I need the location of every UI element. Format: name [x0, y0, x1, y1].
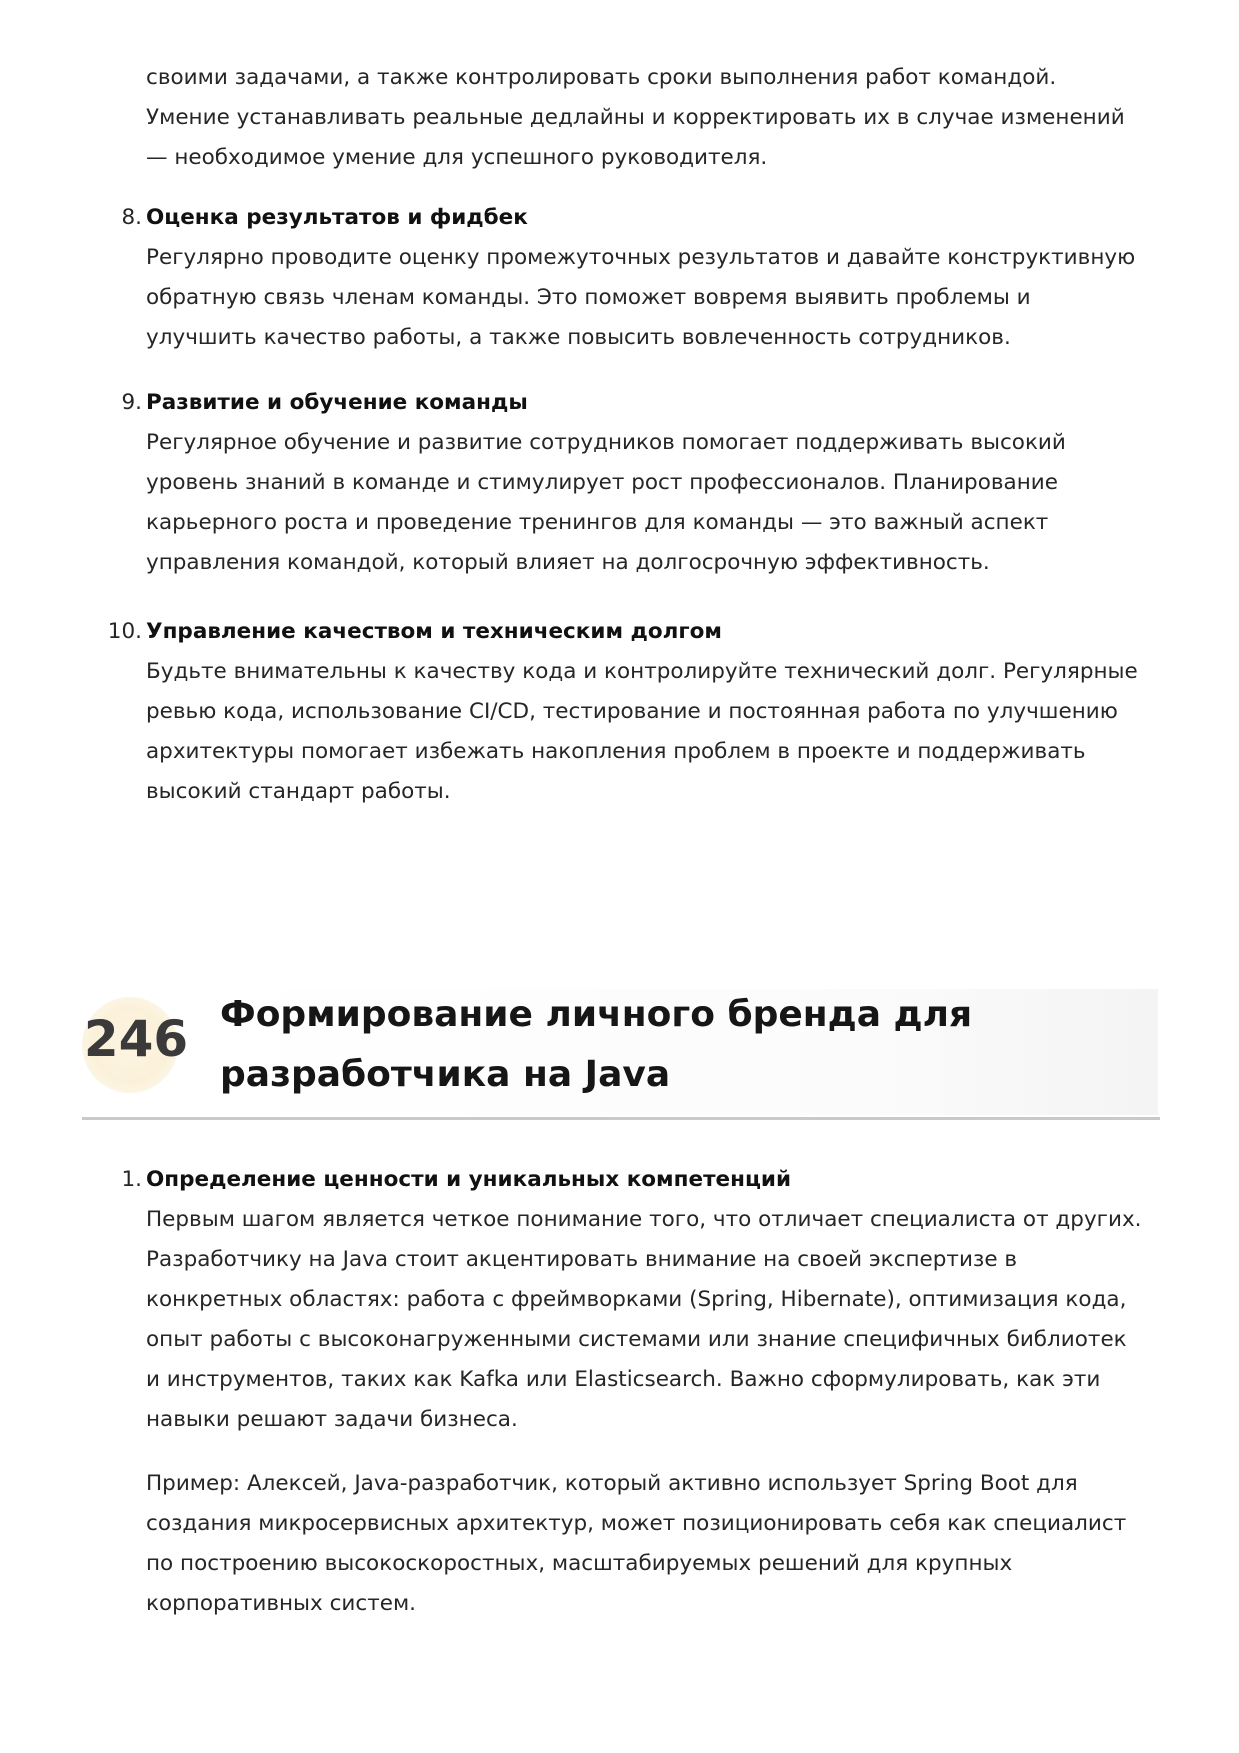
list-item-number: 1.: [121, 1167, 142, 1192]
list-item-body: Первым шагом является четкое понимание того, что отличает специалиста от других. Разработчику на Java стоит акцентировать внимание на своей экспертизе в конкретных областях: работа с фреймворками (Spring, Hibernate), оптимизация кода, опыт работы с высоконагруженными системами или знание специфичных библиотек и инструментов, таких как Kafka или Elasticsearch. Важно сформулировать, как эти навыки решают задачи бизнеса.: [146, 1207, 1142, 1432]
list-item-number: 10.: [107, 619, 142, 644]
section-header: [82, 985, 1160, 1121]
list-item-title: Оценка результатов и фидбек: [146, 205, 528, 230]
list-item-title: Развитие и обучение команды: [146, 390, 528, 415]
list-item-title: Управление качеством и техническим долгом: [146, 619, 722, 644]
list-item-body: Будьте внимательны к качеству кода и контролируйте технический долг. Регулярные ревью кода, использование CI/CD, тестирование и постоянная работа по улучшению архитектуры помогает избежать накопления проблем в проекте и поддерживать высокий стандарт работы.: [146, 659, 1138, 804]
list-item: [107, 612, 1146, 812]
list-item-body: Регулярно проводите оценку промежуточных результатов и давайте конструктивную обратную связь членам команды. Это поможет вовремя выявить проблемы и улучшить качество работы, а также повысить вовлеченность сотрудников.: [146, 245, 1136, 350]
list-item: [121, 198, 1146, 358]
list-item-number: 9.: [121, 390, 142, 415]
list-item-title: Определение ценности и уникальных компетенций: [146, 1167, 792, 1192]
section-title: Формирование личного бренда для разработчика на Java: [220, 994, 973, 1095]
section-divider: [82, 1117, 1160, 1120]
list-item-number: 8.: [121, 205, 142, 230]
section-number: 246: [83, 1010, 189, 1068]
list-item: [121, 1160, 1146, 1624]
list-item: [121, 383, 1146, 583]
continuation-paragraph: своими задачами, а также контролировать сроки выполнения работ командой. Умение устанавливать реальные дедлайны и корректировать их в случае изменений — необходимое умение для успешного руководителя.: [146, 65, 1125, 170]
example-paragraph: Пример: Алексей, Java-разработчик, который активно использует Spring Boot для создания микросервисных архитектур, может позиционировать себя как специалист по построению высокоскоростных, масштабируемых решений для крупных корпоративных систем.: [146, 1471, 1127, 1616]
list-item-body: Регулярное обучение и развитие сотрудников помогает поддерживать высокий уровень знаний в команде и стимулирует рост профессионалов. Планирование карьерного роста и проведение тренингов для команды — это важный аспект управления командой, который влияет на долгосрочную эффективность.: [146, 430, 1066, 575]
